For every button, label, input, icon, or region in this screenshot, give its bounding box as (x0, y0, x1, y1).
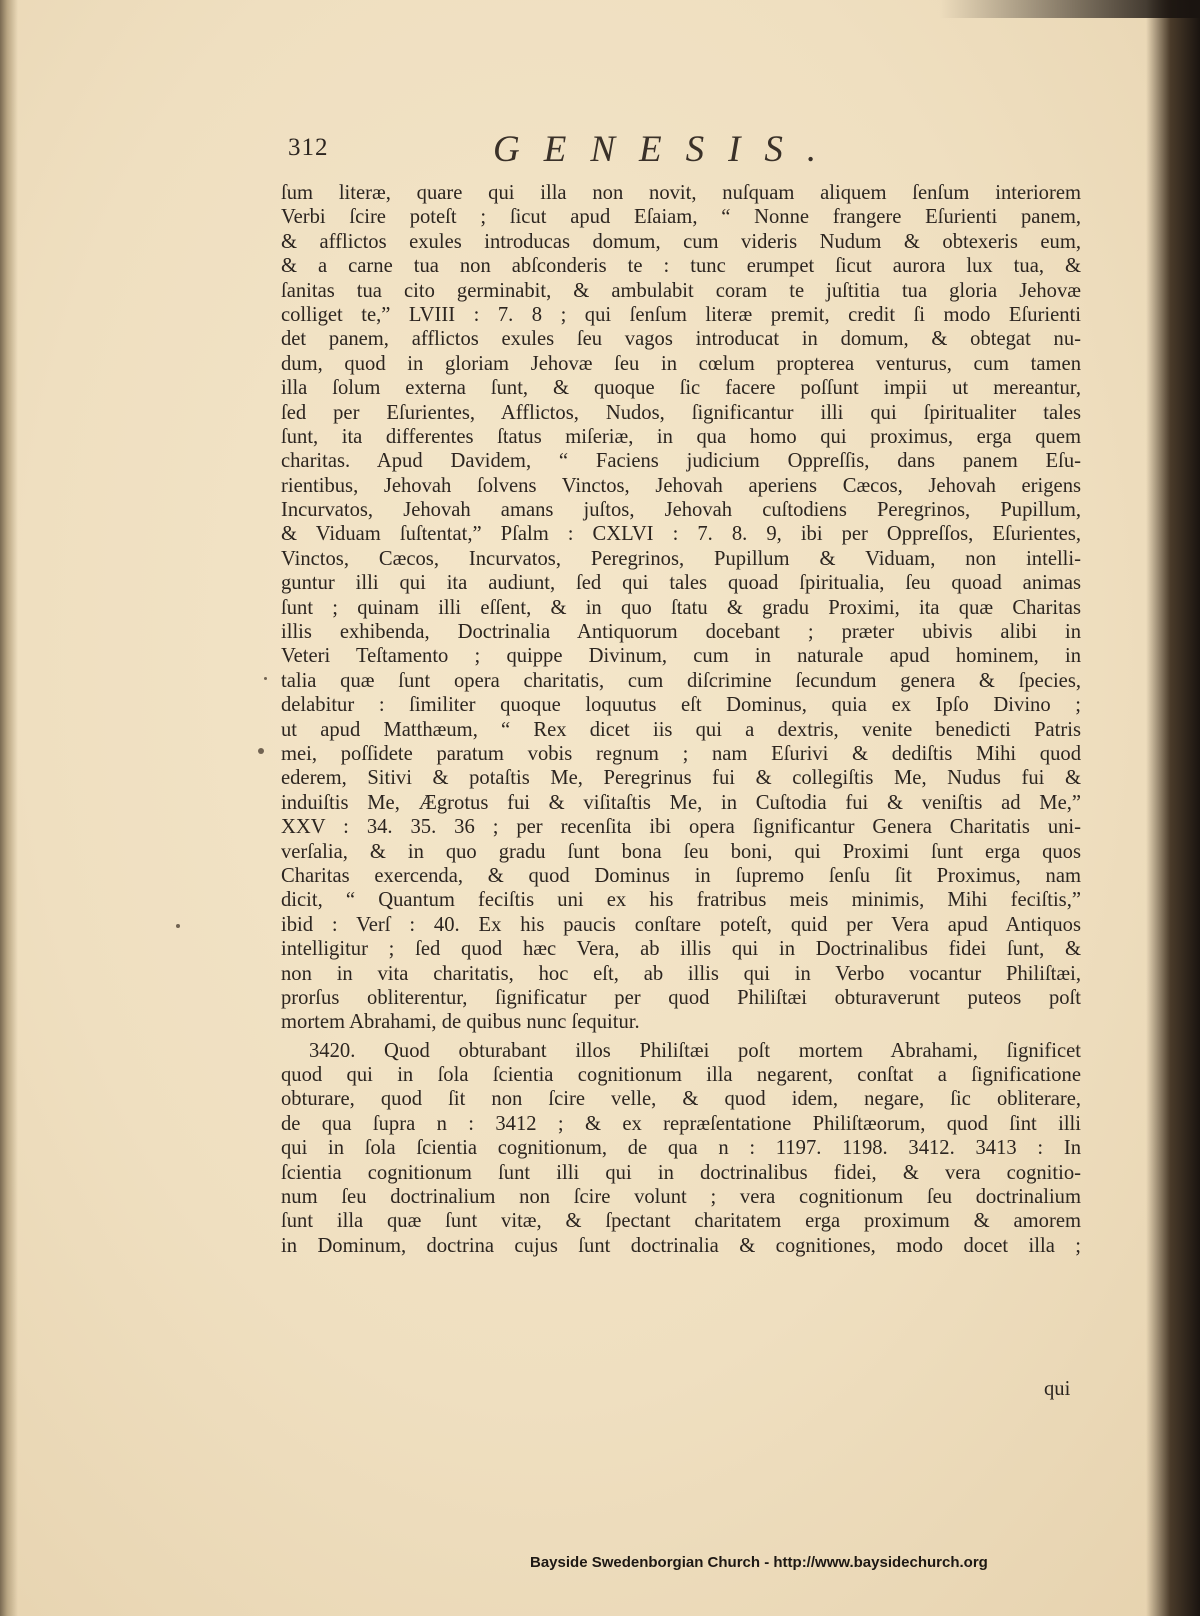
text-line: intelligitur ; ſed quod hæc Vera, ab illis qui in Doctrinalibus fidei ſunt, & (281, 938, 1081, 961)
text-line: ſanitas tua cito germinabit, & ambulabit coram te juſtitia tua gloria Jehovæ (281, 279, 1081, 302)
text-line: ſcientia cognitionum ſunt illi qui in doctrinalibus fidei, & vera cognitio- (281, 1161, 1081, 1184)
text-line: talia quæ ſunt opera charitatis, cum diſcrimine ſecundum genera & ſpecies, (281, 669, 1081, 692)
text-line: charitas. Apud Davidem, “ Faciens judicium Oppreſſis, dans panem Eſu- (281, 450, 1081, 473)
text-line: & afflictos exules introducas domum, cum videris Nudum & obtexeris eum, (281, 230, 1081, 253)
text-line: induiſtis Me, Ægrotus fui & viſitaſtis Me, in Cuſtodia fui & veniſtis ad Me,” (281, 791, 1081, 814)
text-line: Incurvatos, Jehovah amans juſtos, Jehovah cuſtodiens Peregrinos, Pupillum, (281, 499, 1081, 522)
ink-speck (264, 677, 267, 680)
ink-speck (258, 748, 264, 754)
text-line: 3420. Quod obturabant illos Philiſtæi poſt mortem Abrahami, ſignificet (309, 1039, 1081, 1062)
text-line: XXV : 34. 35. 36 ; per recenſita ibi opera ſignificantur Genera Charitatis uni- (281, 816, 1081, 839)
text-line: obturare, quod ſit non ſcire velle, & quod idem, negare, ſic obliterare, (281, 1088, 1081, 1111)
text-line: illa ſolum externa ſunt, & quoque ſic facere poſſunt impii ut mereantur, (281, 377, 1081, 400)
text-line: verſalia, & in quo gradu ſunt bona ſeu boni, qui Proximi ſunt erga quos (281, 840, 1081, 863)
body-text (281, 181, 1081, 1258)
text-line: non in vita charitatis, hoc eſt, ab illis qui in Verbo vocantur Philiſtæi, (281, 962, 1081, 985)
text-line: quod qui in ſola ſcientia cognitionum illa negarent, conſtat a ſignificatione (281, 1064, 1081, 1087)
running-head: GENESIS. (493, 129, 841, 170)
text-line: ut apud Matthæum, “ Rex dicet iis qui a dextris, venite benedicti Patris (281, 718, 1081, 741)
text-line: rientibus, Jehovah ſolvens Vinctos, Jehovah aperiens Cæcos, Jehovah erigens (281, 474, 1081, 497)
text-line: det panem, afflictos exules ſeu vagos introducat in domum, & obtegat nu- (281, 328, 1081, 351)
page-edge-shadow (1146, 0, 1200, 1616)
page-number: 312 (288, 134, 329, 161)
footer-credit: Bayside Swedenborgian Church - http://www.baysidechurch.org (530, 1554, 988, 1571)
text-line: illis exhibenda, Doctrinalia Antiquorum docebant ; præter ubivis alibi in (281, 621, 1081, 644)
text-line: delabitur : ſimiliter quoque loquutus eſt Dominus, quia ex Ipſo Divino ; (281, 694, 1081, 717)
text-line: qui in ſola ſcientia cognitionum, de qua n : 1197. 1198. 3412. 3413 : In (281, 1137, 1081, 1160)
page-corner-shadow (940, 0, 1200, 18)
ink-speck (176, 924, 180, 928)
text-line: ſunt ; quinam illi eſſent, & in quo ſtatu & gradu Proximi, ita quæ Charitas (281, 596, 1081, 619)
text-line: ſunt illa quæ ſunt vitæ, & ſpectant charitatem erga proximum & amorem (281, 1210, 1081, 1233)
text-line: dum, quod in gloriam Jehovæ ſeu in cœlum propterea venturus, cum tamen (281, 352, 1081, 375)
text-line: Vinctos, Cæcos, Incurvatos, Peregrinos, Pupillum & Viduam, non intelli- (281, 547, 1081, 570)
text-line: in Dominum, doctrina cujus ſunt doctrinalia & cognitiones, modo docet illa ; (281, 1234, 1081, 1257)
text-line: Charitas exercenda, & quod Dominus in ſupremo ſenſu ſit Proximus, nam (281, 864, 1081, 887)
page-gutter-shadow (0, 0, 18, 1616)
text-line: Veteri Teſtamento ; quippe Divinum, cum in naturale apud hominem, in (281, 645, 1081, 668)
text-line: & a carne tua non abſconderis te : tunc erumpet ſicut aurora lux tua, & (281, 255, 1081, 278)
catchword: qui (1044, 1378, 1071, 1400)
text-line: ederem, Sitivi & potaſtis Me, Peregrinus fui & collegiſtis Me, Nudus fui & (281, 767, 1081, 790)
text-line: colliget te,” LVIII : 7. 8 ; qui ſenſum literæ premit, credit ſi modo Eſurienti (281, 303, 1081, 326)
text-line: prorſus obliterentur, ſignificatur per quod Philiſtæi obturaverunt puteos poſt (281, 986, 1081, 1009)
text-line: dicit, “ Quantum feciſtis uni ex his fratribus meis minimis, Mihi feciſtis,” (281, 889, 1081, 912)
text-line: Verbi ſcire poteſt ; ſicut apud Eſaiam, “ Nonne frangere Eſurienti panem, (281, 206, 1081, 229)
text-line: mortem Abrahami, de quibus nunc ſequitur. (281, 1011, 640, 1034)
text-line: mei, poſſidete paratum vobis regnum ; nam Eſurivi & dediſtis Mihi quod (281, 742, 1081, 765)
text-line: guntur illi qui ita audiunt, ſed qui tales quoad ſpiritualia, ſeu quoad animas (281, 572, 1081, 595)
text-line: ſunt, ita differentes ſtatus miſeriæ, in qua homo qui proximus, erga quem (281, 425, 1081, 448)
text-line: de qua ſupra n : 3412 ; & ex repræſentatione Philiſtæorum, quod ſint illi (281, 1112, 1081, 1135)
text-line: ibid : Verſ : 40. Ex his paucis conſtare poteſt, quid per Vera apud Antiquos (281, 913, 1081, 936)
page-header (288, 128, 888, 178)
text-line: & Viduam ſuſtentat,” Pſalm : CXLVI : 7. 8. 9, ibi per Oppreſſos, Eſurientes, (281, 523, 1081, 546)
text-line: ſum literæ, quare qui illa non novit, nuſquam aliquem ſenſum interiorem (281, 182, 1081, 204)
text-line: ſed per Eſurientes, Afflictos, Nudos, ſignificantur illi qui ſpiritualiter tales (281, 401, 1081, 424)
text-line: num ſeu doctrinalium non ſcire volunt ; vera cognitionum ſeu doctrinalium (281, 1186, 1081, 1209)
